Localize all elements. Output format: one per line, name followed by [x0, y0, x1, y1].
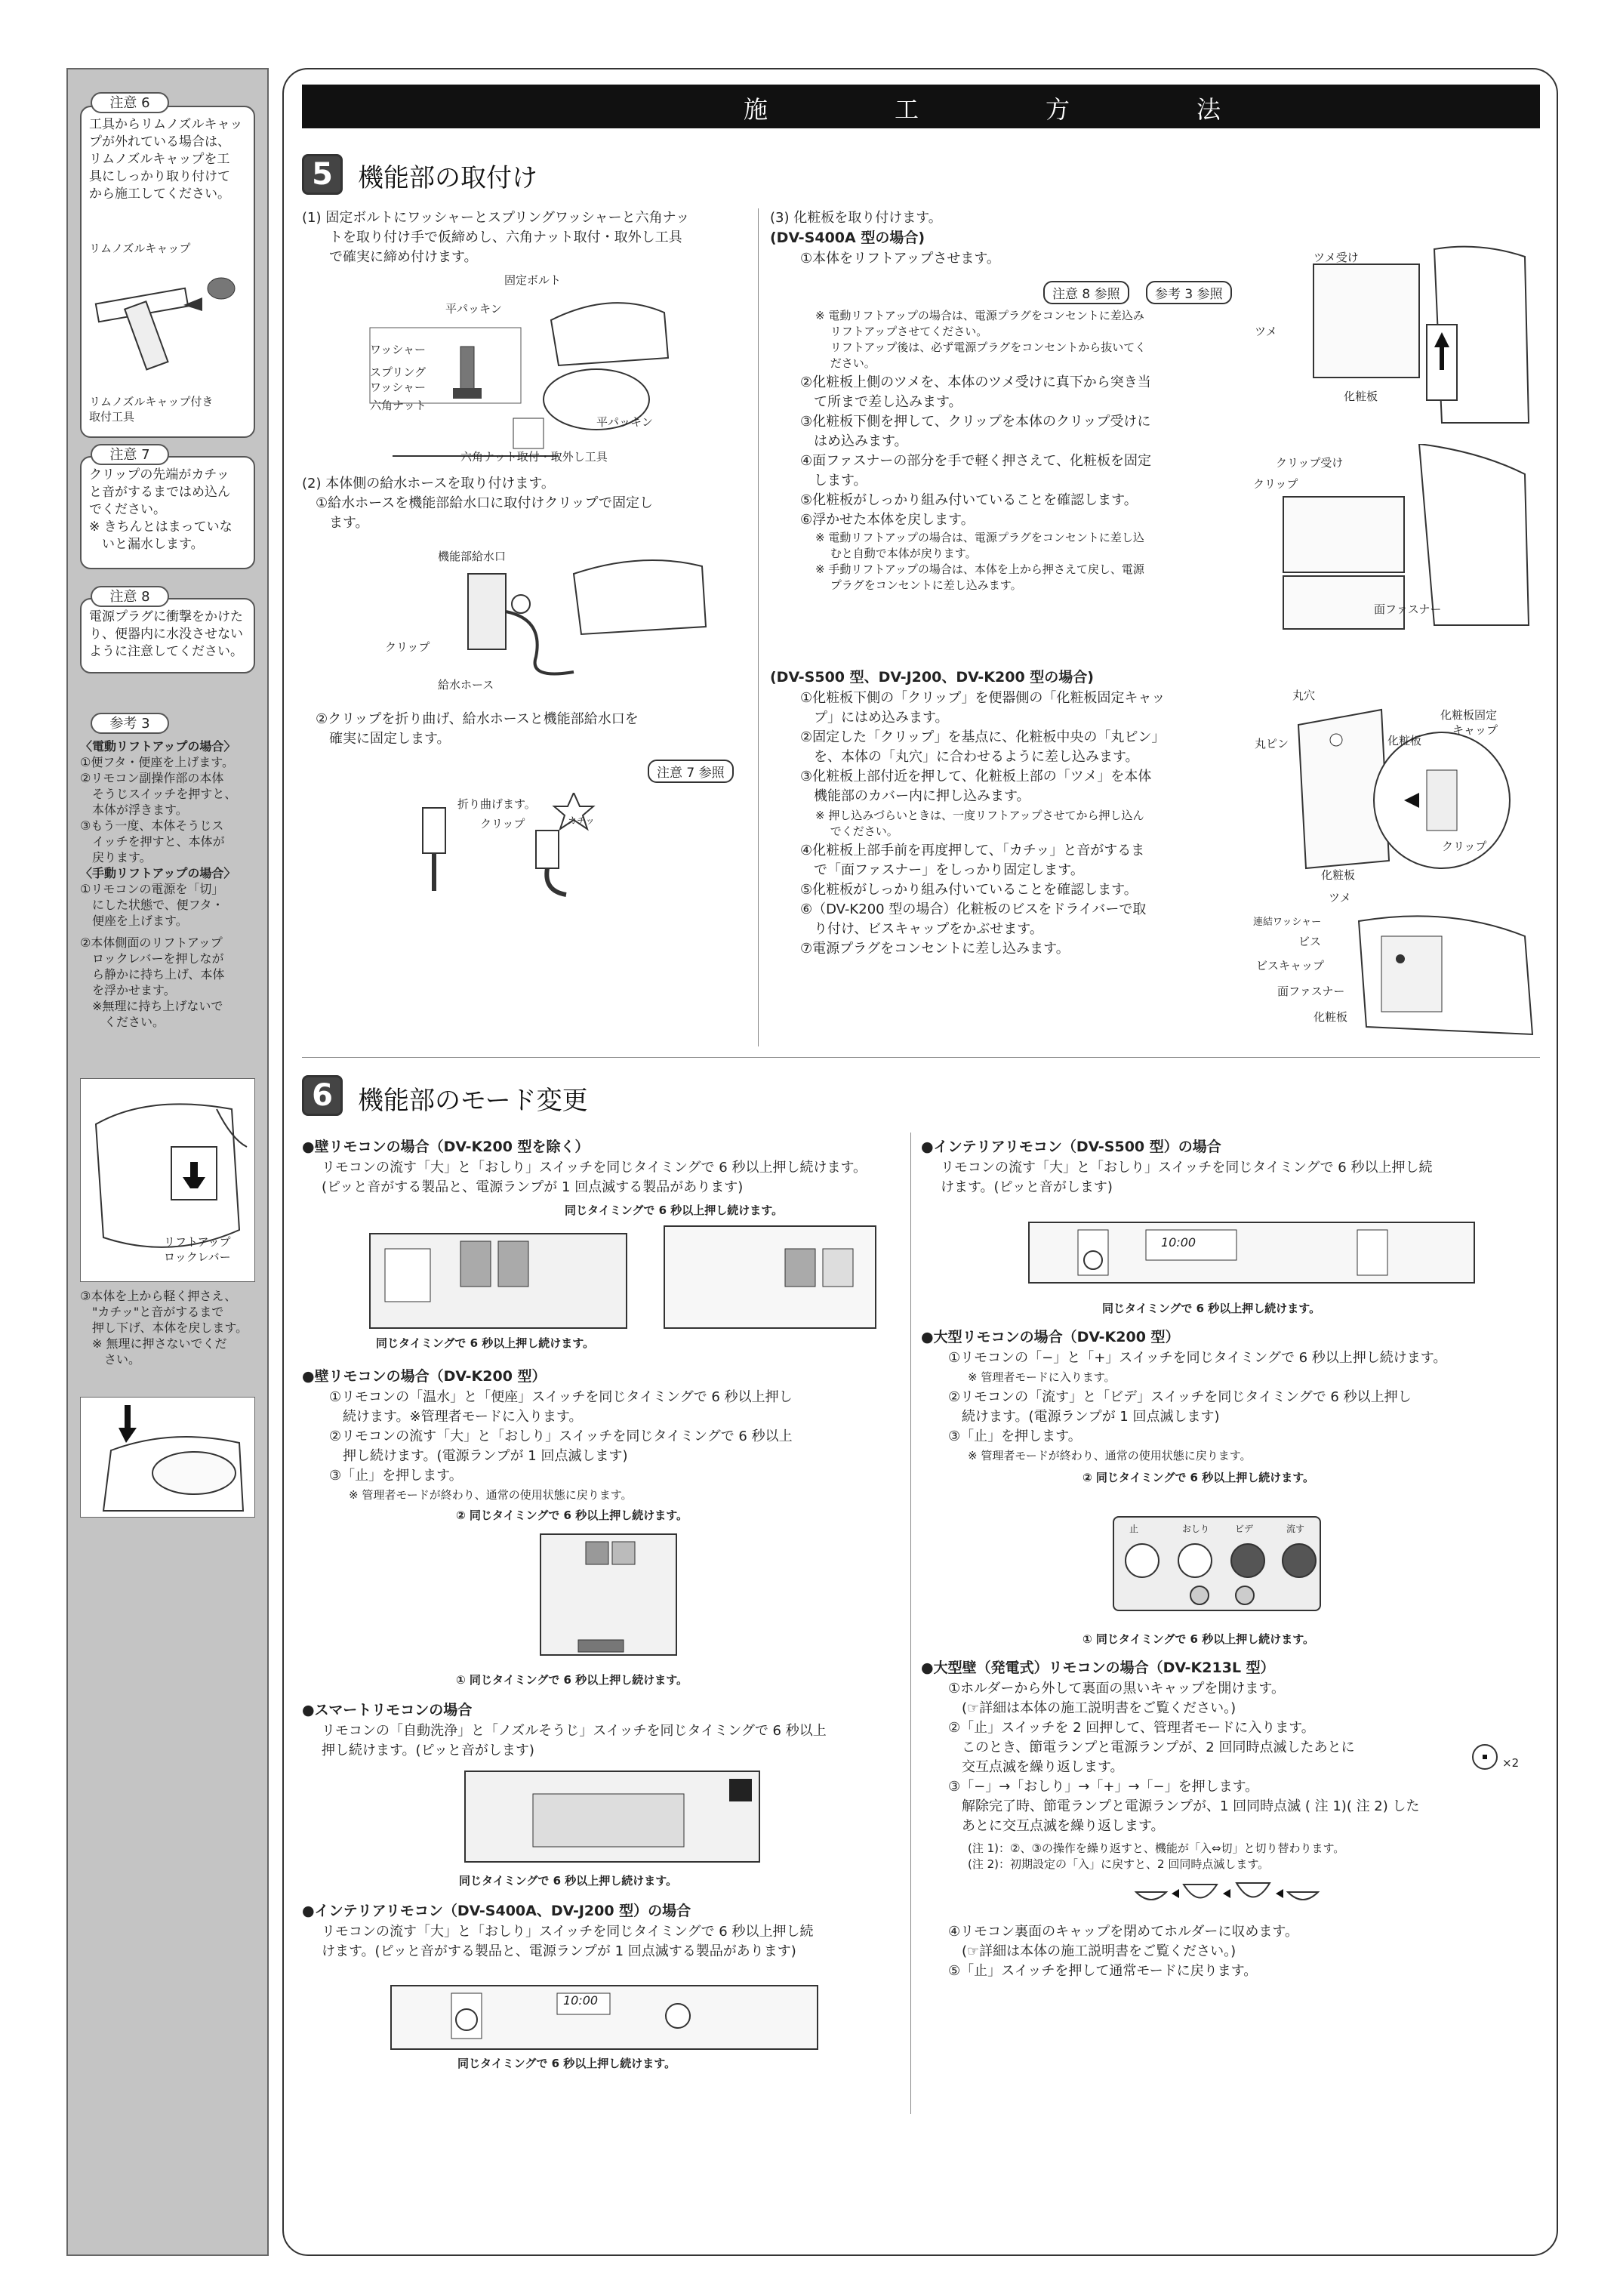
- ref3-manual-head: 〈手動リフトアップの場合〉: [80, 866, 236, 880]
- s6-k200-text: [329, 1388, 793, 1486]
- s5-line: り付け、ビスキャップをかぶせます。: [800, 921, 1043, 937]
- label-tool: [89, 394, 213, 424]
- s6-line: リモコンの「自動洗浄」と「ノズルそうじ」スイッチを同じタイミングで 6 秒以上: [322, 1723, 827, 1739]
- stop-icon: [1472, 1744, 1498, 1770]
- s6-line: ③「−」→「おしり」→「+」→「−」を押します。: [948, 1779, 1259, 1795]
- s6-s500-head: ●インテリアリモコン（DV-S500 型）の場合: [921, 1139, 1221, 1155]
- ref3-line: ①便フタ・便座を上げます。: [80, 755, 234, 769]
- ref3-line: 便座を上げます。: [80, 914, 188, 928]
- s5-line: ①給水ホースを機能部給水口に取付けクリップで固定し: [302, 495, 654, 511]
- s6-wall-cap-bottom: 同じタイミングで 6 秒以上押し続けます。: [376, 1336, 595, 1350]
- section-divider: [302, 1057, 1540, 1058]
- ref3-line: 押し下げ、本体を戻します。: [80, 1321, 248, 1335]
- note7-line: クリップの先端がカチッ: [89, 467, 229, 482]
- s6-line: ②「止」スイッチを 2 回押して、管理者モードに入ります。: [948, 1720, 1315, 1736]
- oshiri-button[interactable]: [1178, 1543, 1212, 1578]
- s5-note-line: プラグをコンセントに差し込みます。: [815, 578, 1022, 592]
- label-fix-cap: 化粧板固定: [1440, 708, 1498, 722]
- label-bend: 折り曲げます。: [457, 797, 536, 811]
- s6-large-text2: [948, 1388, 1412, 1447]
- label-flat-packing: 平パッキン: [445, 302, 502, 316]
- note8-ref-badge: 注意 8 参照: [1043, 281, 1129, 304]
- s500-remote-figure: [1025, 1219, 1478, 1287]
- s6-note-line: (注 1)：②、③の操作を繰り返すと、機能が「入⇔切」と切り替わります。: [968, 1841, 1345, 1855]
- note8-line: ように注意してください。: [89, 644, 243, 659]
- label-panel-4: 化粧板: [1313, 1010, 1348, 1024]
- label-hex-nut-tool: 六角ナット取付・取外し工具: [460, 450, 608, 464]
- s5-step2: [302, 474, 747, 533]
- s6-k200-cap-bottom: ① 同じタイミングで 6 秒以上押し続けます。: [456, 1673, 688, 1687]
- note7-ref-badge: 注意 7 参照: [648, 760, 734, 783]
- s5-s500-head: (DV-S500 型、DV-J200、DV-K200 型の場合): [770, 669, 1094, 686]
- label-washer: ワッシャー: [370, 343, 426, 356]
- s5-line: ⑥（DV-K200 型の場合）化粧板のビスをドライバーで取: [800, 901, 1147, 917]
- ref3-line: にした状態で、便フタ・: [80, 898, 224, 912]
- s6-gen-text2: [948, 1922, 1298, 1981]
- banner-char: 工: [895, 95, 919, 124]
- note7-line: でください。: [89, 502, 166, 517]
- label-spring-washer: ワッシャー: [370, 381, 426, 394]
- k200-remote-figure: [533, 1527, 684, 1670]
- note6-line: 具にしっかり取り付けて: [89, 169, 230, 184]
- s5-line: ③化粧板下側を押して、クリップを本体のクリップ受けに: [800, 414, 1151, 430]
- s5-s400-note2: [815, 530, 1144, 593]
- label-lift-lever: [164, 1234, 231, 1265]
- s5-line: ②クリップを折り曲げ、給水ホースと機能部給水口を: [302, 711, 639, 727]
- s6-line: このとき、節電ランプと電源ランプが、2 回同時点滅したあとに: [948, 1740, 1355, 1755]
- ref3-tab: 参考 3: [91, 713, 169, 734]
- s6-smart-text: [322, 1721, 827, 1761]
- s5-line: トを取り付け手で仮締めし、六角ナット取付・取外し工具: [302, 230, 682, 245]
- column-divider-s6: [910, 1133, 911, 2114]
- label-rim-nozzle-cap: リムノズルキャップ: [89, 242, 191, 255]
- label-round-pin: 丸ピン: [1255, 737, 1289, 750]
- s5-s400-note: [815, 308, 1146, 371]
- page-banner: [302, 85, 1540, 128]
- label-screw-cap: ビスキャップ: [1256, 959, 1325, 972]
- s5-note-line: でください。: [815, 824, 898, 838]
- note8-line: り、便器内に水没させない: [89, 627, 243, 642]
- s5-step2b: [302, 710, 747, 749]
- note8-box: [80, 598, 255, 673]
- s6-k200-cap-top: ② 同じタイミングで 6 秒以上押し続けます。: [456, 1509, 688, 1522]
- s500-display: 10:00: [1161, 1235, 1196, 1250]
- s6-smart-cap: 同じタイミングで 6 秒以上押し続けます。: [459, 1874, 678, 1888]
- s5-line: ⑤化粧板がしっかり組み付いていることを確認します。: [800, 492, 1138, 508]
- s5-s400-step1: ①本体をリフトアップさせます。: [800, 251, 1000, 267]
- s6-large-cap-bottom: ① 同じタイミングで 6 秒以上押し続けます。: [1083, 1632, 1315, 1646]
- hose-figure: [423, 544, 710, 687]
- note7-line: ※ きちんとはまっていな: [89, 519, 233, 535]
- s5-note-line: ※ 電動リフトアップの場合は、電源プラグをコンセントに差込み: [815, 309, 1144, 322]
- s6-wall-head: ●壁リモコンの場合（DV-K200 型を除く）: [302, 1139, 590, 1155]
- s5-step3-head: (3) 化粧板を取り付けます。: [770, 210, 942, 226]
- label-round-hole: 丸穴: [1292, 689, 1316, 702]
- s6-line: ②リモコンの「流す」と「ビデ」スイッチを同じタイミングで 6 秒以上押し: [948, 1389, 1412, 1405]
- s5-s500-steps2: [800, 841, 1146, 959]
- ref3-line: ③もう一度、本体そうじス: [80, 818, 224, 833]
- note7-line: いと漏水します。: [89, 537, 204, 552]
- column-divider-s5: [758, 208, 759, 1046]
- s6-line: ①ホルダーから外して裏面の黒いキャップを開けます。: [948, 1681, 1285, 1697]
- s6-line: (☞詳細は本体の施工説明書をご覧ください。): [948, 1943, 1236, 1959]
- flush-button[interactable]: [1282, 1543, 1317, 1578]
- label-clip: クリップ: [385, 640, 430, 654]
- s6-line: 解除完了時、節電ランプと電源ランプが、1 回同時点滅 ( 注 1)( 注 2) した: [948, 1798, 1420, 1814]
- note6-text: [89, 116, 246, 203]
- ref3-ref-badge: 参考 3 参照: [1146, 281, 1232, 304]
- section6-number: 6: [302, 1075, 343, 1116]
- s6-gen-text: [948, 1679, 1420, 1836]
- minus-button[interactable]: [1190, 1586, 1209, 1605]
- note7-line: と音がするまではめ込ん: [89, 485, 230, 500]
- s5-note-line: ださい。: [815, 356, 876, 370]
- s5-note-line: むと自動で本体が戻ります。: [815, 547, 977, 560]
- s5-line: はめ込みます。: [800, 433, 908, 449]
- note7-box: [80, 456, 255, 569]
- s6-wall-text: [322, 1158, 867, 1197]
- s6-interior-head: ●インテリアリモコン（DV-S400A、DV-J200 型）の場合: [302, 1903, 691, 1919]
- press-down-drawing: [81, 1398, 254, 1517]
- note7-tab: 注意 7: [91, 444, 169, 465]
- note8-line: 電源プラグに衝撃をかけた: [89, 609, 243, 624]
- s5-note-line: リフトアップさせてください。: [815, 325, 988, 338]
- note6-line: から施工してください。: [89, 186, 230, 202]
- s6-s500-text: [941, 1158, 1432, 1197]
- label-fastener-2: 面ファスナー: [1277, 985, 1345, 998]
- s5-line: を、本体の「丸穴」に合わせるように差し込みます。: [800, 749, 1139, 765]
- note6-line: リムノズルキャップを工: [89, 152, 230, 167]
- note6-box: [80, 106, 255, 438]
- s5-line: ⑦電源プラグをコンセントに差し込みます。: [800, 941, 1070, 957]
- s5-line: ます。: [302, 515, 369, 531]
- button-sequence-figure: [1132, 1877, 1321, 1915]
- label-clip-4: クリップ: [1442, 840, 1487, 853]
- label-clip-uke: クリップ受け: [1276, 456, 1344, 470]
- s6-line: 押し続けます。(ピッと音がします): [322, 1743, 534, 1758]
- s5-note-line: ※ 電動リフトアップの場合は、電源プラグをコンセントに差し込: [815, 531, 1144, 544]
- section5-title: 機能部の取付け: [358, 163, 537, 193]
- s6-large-text1: ①リモコンの「−」と「+」スイッチを同じタイミングで 6 秒以上押し続けます。: [948, 1350, 1447, 1366]
- s6-large-head: ●大型リモコンの場合（DV-K200 型）: [921, 1329, 1180, 1345]
- s5-line: 機能部のカバー内に押し込みます。: [800, 788, 1030, 804]
- label-clip-2: クリップ: [480, 817, 525, 831]
- section5-number: 5: [302, 154, 343, 195]
- s6-line: けます。(ピッと音がします): [941, 1179, 1113, 1195]
- s5-line: ⑥浮かせた本体を戻します。: [800, 512, 975, 528]
- label-fix-cap-2: キャップ: [1452, 723, 1498, 737]
- s6-line: 続けます。※管理者モードに入ります。: [329, 1409, 583, 1425]
- s5-note-line: リフトアップ後は、必ず電源プラグをコンセントから抜いてく: [815, 341, 1147, 354]
- s6-line: リモコンの流す「大」と「おしり」スイッチを同じタイミングで 6 秒以上押し続けます。: [322, 1160, 867, 1176]
- ref3-line: ②本体側面のリフトアップ: [80, 935, 223, 950]
- s6-line: ②リモコンの流す「大」と「おしり」スイッチを同じタイミングで 6 秒以上: [329, 1428, 793, 1444]
- s5-line: します。: [800, 473, 867, 488]
- s5-line: (1) 固定ボルトにワッシャーとスプリングワッシャーと六角ナッ: [302, 210, 690, 226]
- stop-x2: ×2: [1502, 1756, 1520, 1770]
- stop-icon-dot: [1483, 1755, 1487, 1759]
- interior-remote-figure: [383, 1978, 821, 2054]
- s5-line: プ」にはめ込みます。: [800, 710, 949, 726]
- s5-note-line: ※ 押し込みづらいときは、一度リフトアップさせてから押し込ん: [815, 809, 1144, 822]
- label-spring: スプリング: [370, 365, 427, 379]
- ref3-line: ②リモコン副操作部の本体: [80, 771, 224, 785]
- s5-line: 確実に固定します。: [302, 731, 451, 747]
- s6-s500-cap: 同じタイミングで 6 秒以上押し続けます。: [1102, 1302, 1321, 1315]
- s6-line: ④リモコン裏面のキャップを閉めてホルダーに収めます。: [948, 1924, 1298, 1940]
- s6-gen-notes: [968, 1841, 1344, 1872]
- ref3-line: さい。: [80, 1352, 141, 1367]
- label-click: カチッ: [568, 815, 595, 826]
- label-clip-3: クリップ: [1253, 477, 1298, 491]
- s5-s400-steps: [800, 373, 1151, 530]
- wall-remote-figure: [362, 1219, 891, 1332]
- label-tool-line: 取付工具: [89, 410, 135, 424]
- s6-large-note1: ※ 管理者モードに入ります。: [968, 1370, 1116, 1384]
- ref3-line: ら静かに持ち上げ、本体: [80, 967, 225, 982]
- ref3-line: そうじスイッチを押すと、: [80, 787, 237, 801]
- s5-line: (2) 本体側の給水ホースを取り付けます。: [302, 476, 555, 492]
- ref3-line: 戻ります。: [80, 850, 152, 864]
- s6-large-cap-top: ② 同じタイミングで 6 秒以上押し続けます。: [1083, 1471, 1315, 1484]
- s6-interior-text: [322, 1922, 813, 1962]
- s5-s500-note: [815, 808, 1144, 840]
- label-fixing-bolt: 固定ボルト: [504, 273, 562, 287]
- ref3-line: ①リモコンの電源を「切」: [80, 882, 224, 896]
- press-down-illustration: [80, 1397, 255, 1518]
- s6-line: あとに交互点滅を繰り返します。: [948, 1818, 1165, 1834]
- smart-remote-figure: [457, 1764, 767, 1869]
- large-btn-label-flush: 流す: [1286, 1524, 1305, 1534]
- s6-wall-cap-top: 同じタイミングで 6 秒以上押し続けます。: [565, 1203, 784, 1217]
- ref3-line: ③本体を上から軽く押さえ、: [80, 1289, 237, 1303]
- s5-line: ③化粧板上部付近を押して、化粧板上部の「ツメ」を本体: [800, 769, 1152, 784]
- interior-display: 10:00: [563, 1993, 599, 2008]
- s5-line: ①化粧板下側の「クリップ」を便器側の「化粧板固定キャッ: [800, 690, 1166, 706]
- s6-line: リモコンの流す「大」と「おしり」スイッチを同じタイミングで 6 秒以上押し続: [941, 1160, 1433, 1176]
- label-inlet: 機能部給水口: [438, 550, 507, 563]
- ref3-line: ください。: [80, 1015, 165, 1029]
- s5-s400-head: (DV-S400A 型の場合): [770, 230, 925, 246]
- label-tsume: ツメ: [1255, 325, 1277, 338]
- s6-line: ③「止」を押します。: [329, 1468, 463, 1484]
- s6-note-line: (注 2)：初期設定の「入」に戻すと、2 回同時点滅します。: [968, 1857, 1270, 1871]
- ref3-line: "カチッ"と音がするまで: [80, 1305, 224, 1319]
- rim-nozzle-tool-illustration: [89, 258, 248, 371]
- label-hex-nut: 六角ナット: [370, 399, 427, 412]
- s5-line: ⑤化粧板がしっかり組み付いていることを確認します。: [800, 882, 1138, 898]
- s5-line: ②化粧板上側のツメを、本体のツメ受けに真下から突き当: [800, 374, 1151, 390]
- ref3-content: [80, 738, 255, 1030]
- ref3-electric-head: 〈電動リフトアップの場合〉: [80, 739, 236, 754]
- ref3-line: を浮かせます。: [80, 983, 176, 997]
- note6-tab: 注意 6: [91, 92, 169, 113]
- label-panel-2: 化粧板: [1387, 734, 1422, 747]
- label-lift-lever-line: ロックレバー: [164, 1250, 231, 1264]
- s5-line: ②固定した「クリップ」を基点に、化粧板中央の「丸ピン」: [800, 729, 1166, 745]
- s6-line: 続けます。(電源ランプが 1 回点滅します): [948, 1409, 1220, 1425]
- lift-lever-illustration: [80, 1078, 255, 1282]
- s6-line: ③「止」を押します。: [948, 1428, 1082, 1444]
- s6-line: 交互点滅を繰り返します。: [948, 1759, 1124, 1775]
- s5-note-line: ※ 手動リフトアップの場合は、本体を上から押さえて戻し、電源: [815, 562, 1144, 576]
- banner-char: 施: [744, 95, 768, 124]
- ref3-line: ロックレバーを押しなが: [80, 951, 224, 966]
- label-fastener: 面ファスナー: [1374, 603, 1442, 616]
- label-washer-2: 連結ワッシャー: [1253, 917, 1322, 928]
- s5-line: ④化粧板上部手前を再度押して、「カチッ」と音がするま: [800, 843, 1145, 858]
- label-flat-packing-2: 平パッキン: [596, 415, 653, 429]
- s6-line: ⑤「止」スイッチを押して通常モードに戻ります。: [948, 1963, 1258, 1979]
- banner-char: 法: [1196, 95, 1221, 124]
- note6-line: 工具からリムノズルキャッ: [89, 117, 243, 132]
- s6-interior-cap: 同じタイミングで 6 秒以上押し続けます。: [457, 2057, 676, 2070]
- bidet-button[interactable]: [1230, 1543, 1265, 1578]
- s6-line: (ピッと音がする製品と、電源ランプが 1 回点滅する製品があります): [322, 1179, 744, 1195]
- section6-title: 機能部のモード変更: [358, 1086, 588, 1116]
- plus-button[interactable]: [1235, 1586, 1255, 1605]
- label-hose: 給水ホース: [438, 678, 494, 692]
- ref3-step3: [80, 1288, 255, 1367]
- s6-line: リモコンの流す「大」と「おしり」スイッチを同じタイミングで 6 秒以上押し続: [322, 1924, 814, 1940]
- s6-large-note2: ※ 管理者モードが終わり、通常の使用状態に戻ります。: [968, 1449, 1252, 1462]
- large-btn-label-bidet: ビデ: [1235, 1524, 1254, 1534]
- s5-line: ④面ファスナーの部分を手で軽く押さえて、化粧板を固定: [800, 453, 1152, 469]
- ref3-line: イッチを押すと、本体が: [80, 834, 225, 849]
- large-btn-label-oshiri: おしり: [1182, 1524, 1210, 1534]
- label-tsume-uke: ツメ受け: [1313, 251, 1359, 264]
- s5-line: で確実に締め付けます。: [302, 249, 478, 265]
- label-tsume-2: ツメ: [1329, 891, 1351, 905]
- large-btn-label-stop: 止: [1129, 1524, 1139, 1534]
- label-panel-3: 化粧板: [1321, 868, 1356, 882]
- s5-line: て所まで差し込みます。: [800, 394, 962, 410]
- s5-line: で「面ファスナー」をしっかり固定します。: [800, 862, 1084, 878]
- label-lift-lever-line: リフトアップ: [164, 1235, 231, 1249]
- ref3-line: 本体が浮きます。: [80, 803, 188, 817]
- s6-gen-head: ●大型壁（発電式）リモコンの場合（DV-K213L 型）: [921, 1660, 1275, 1676]
- s5-step1: [302, 208, 747, 267]
- ref3-line: ※ 無理に押さないでくだ: [80, 1336, 227, 1351]
- s6-line: (☞詳細は本体の施工説明書をご覧ください。): [948, 1700, 1236, 1716]
- s6-line: けます。(ピッと音がする製品と、電源ランプが 1 回点滅する製品があります): [322, 1943, 796, 1959]
- s5-s500-steps: [800, 689, 1165, 806]
- s6-line: ①リモコンの「温水」と「便座」スイッチを同じタイミングで 6 秒以上押し: [329, 1389, 793, 1405]
- large-remote: [1113, 1516, 1321, 1611]
- stop-button[interactable]: [1125, 1543, 1160, 1578]
- sidebar: [66, 68, 269, 2256]
- note8-tab: 注意 8: [91, 586, 169, 607]
- s6-line: 押し続けます。(電源ランプが 1 回点滅します): [329, 1448, 628, 1464]
- label-tool-line: リムノズルキャップ付き: [89, 395, 214, 408]
- s6-k200-head: ●壁リモコンの場合（DV-K200 型）: [302, 1368, 547, 1385]
- s6-k200-note: ※ 管理者モードが終わり、通常の使用状態に戻ります。: [349, 1488, 633, 1502]
- label-panel: 化粧板: [1344, 390, 1378, 403]
- tsume-figure: [1253, 242, 1532, 430]
- s6-smart-head: ●スマートリモコンの場合: [302, 1702, 473, 1718]
- label-screw: ビス: [1298, 935, 1322, 948]
- note6-line: プが外れている場合は、: [89, 134, 230, 149]
- ref3-line: ※無理に持ち上げないで: [80, 999, 223, 1013]
- banner-char: 方: [1046, 95, 1070, 124]
